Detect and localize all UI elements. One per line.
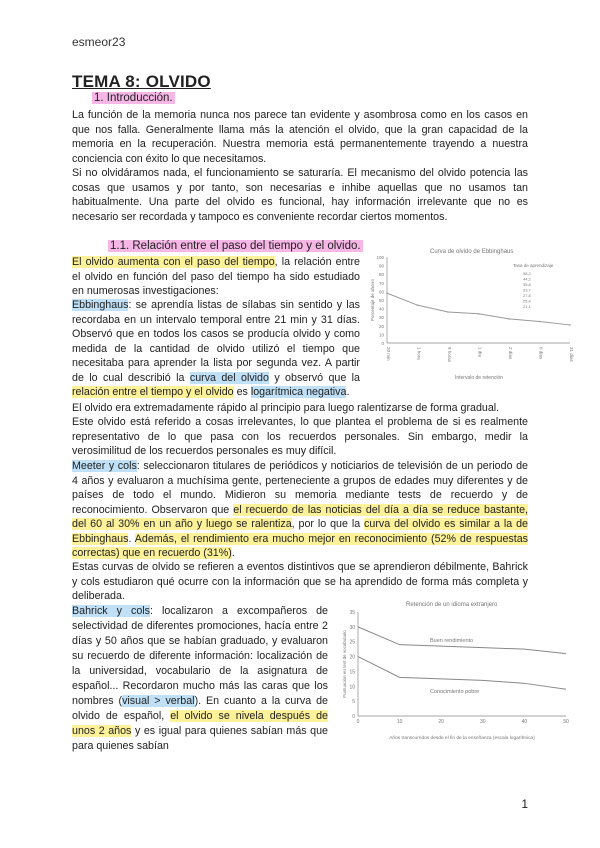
data-point (386, 292, 388, 294)
legend-item: 27,8 (523, 293, 531, 298)
page-number: 1 (521, 797, 528, 811)
x-tick-label: 2 días (508, 347, 513, 360)
x-tick-label: 10 (396, 719, 403, 725)
data-point (447, 311, 449, 313)
series-line (358, 657, 566, 690)
text: . (231, 547, 235, 559)
y-axis-label: Puntuación en test de vocabulario (342, 630, 347, 698)
page-header-author: esmeor23 (72, 35, 126, 49)
highlight: el recuerdo de las noticias del día a día se reduce bastante, del 60 al 30% en un año y luego se ralentiza (72, 503, 528, 530)
series-label: Buen rendimiento (430, 638, 474, 644)
y-tick-label: 10 (349, 684, 355, 691)
y-tick-label: 30 (349, 624, 355, 631)
x-tick-label: 40 (521, 719, 528, 725)
y-tick-label: 100 (376, 255, 384, 260)
text: . (128, 532, 135, 545)
text: : seleccionaron titulares de periódicos y noticiarios de televisión de un periodo de 4 años y evaluaron a muchísima gente, perteneciente a grupos de edades muy diferentes y de países de todo el mundo. Midieron su memoria mediante tests de recuerdo y de reconocimiento. Observaron que (72, 460, 528, 516)
highlight: El olvido aumenta con el paso del tiempo (72, 256, 275, 268)
legend-item: 33,7 (523, 287, 531, 293)
legend-item: 44,2 (523, 276, 531, 282)
legend-item: 21,1 (523, 304, 531, 309)
y-tick-label: 10 (378, 332, 384, 338)
y-tick-label: 20 (378, 323, 384, 329)
y-axis-label: Porcentaje de ahorro (370, 278, 375, 322)
x-tick-label: 0 (356, 719, 360, 725)
y-tick-label: 30 (378, 315, 384, 321)
page-title: TEMA 8: OLVIDO (72, 72, 211, 91)
x-tick-label: 30 (480, 719, 486, 725)
highlight: el olvido se nivela después de unos 2 años (72, 710, 328, 737)
text: es (233, 386, 251, 398)
x-axis-label: Intervalo de retención (454, 375, 504, 381)
author-label: Meeter y cols (72, 460, 137, 472)
legend-item: 58,2 (523, 271, 531, 276)
author-label: Ebbinghaus (72, 299, 129, 311)
y-tick-label: 90 (378, 263, 384, 269)
y-tick-label: 20 (349, 654, 355, 661)
section-heading-tiempo-olvido: 1.1. Relación entre el paso del tiempo y el olvido. (110, 240, 361, 252)
y-tick-label: 60 (378, 289, 384, 295)
text: . (346, 386, 350, 398)
y-tick-label: 5 (352, 699, 355, 706)
x-axis-label: Años transcurridos desde el fin de la enseñanza (escala logarítmica) (389, 736, 535, 741)
meeter-paragraph (72, 459, 528, 561)
highlight: curva del olvido es similar a la de Ebbinghaus (72, 518, 528, 545)
ebbinghaus-forgetting-curve-chart (365, 245, 580, 383)
chart-title: Retención de un idioma extranjero (406, 602, 498, 608)
x-tick-label: 20 (438, 719, 444, 725)
curvas-olvido-paragraph: Estas curvas de olvido se refieren a eventos distintivos que se aprendieron débilmente, Bahrick y cols estudiaron qué ocurre con la información que se ha aprendido de forma más completa y deliberada. (72, 561, 528, 602)
highlight: logarítmica negativa (250, 386, 347, 398)
y-tick-label: 15 (349, 669, 355, 676)
x-tick-label: 31 días (569, 347, 574, 362)
y-tick-label: 70 (378, 280, 384, 286)
y-tick-label: 80 (378, 272, 384, 278)
data-point (569, 324, 571, 326)
olvido-tiempo-paragraph (72, 255, 360, 299)
text: , por lo que la (291, 518, 365, 530)
x-tick-label: 1 día (477, 347, 483, 358)
highlight: Además, el rendimiento era mucho mejor en reconocimiento (52% de respuestas correctas) que en recuerdo (31%) (72, 532, 528, 559)
x-tick-label: 50 (563, 719, 569, 725)
y-tick-label: 35 (349, 610, 355, 616)
x-tick-label: 1 hora (416, 347, 422, 360)
legend-item: 35,8 (523, 282, 531, 287)
data-point (417, 304, 419, 306)
x-tick-label: 6 días (538, 347, 544, 360)
author-label: Bahrick y cols (72, 605, 150, 617)
x-tick-label: 20 min (386, 347, 391, 361)
highlight: relación entre el tiempo y el olvido (72, 386, 234, 398)
language-retention-chart (334, 598, 574, 743)
intro-paragraph-2: Si no olvidáramos nada, el funcionamiento se saturaría. El mecanismo del olvido potencia las cosas que usamos y por tanto, son necesarias e inhibe aquellas que no usamos tan habitualmente. Una parte del olvido es funcional, hay información irrelevante que no es necesario ser recordada y tampoco es conveniente recordar ciertos momentos. (72, 167, 528, 223)
text: : se aprendía listas de sílabas sin sentido y las recordaba en un intervalo temporal entre 21 min y 31 días. Observó que en todos los casos se producía olvido y como medida de la cantidad de olvido utilizó el tiempo que necesitaba para aprender la lista por segunda vez. A partir de lo cual describió la (72, 299, 360, 384)
text: : localizaron a excompañeros de selectividad de diferentes promociones, hacía entre 2 días y 50 años que se habían graduado, y evaluaron su recuerdo de diferente información: localización de la universidad, vocabulario de la asignatura de español... Recordaron mucho más las caras que los nombres ( (72, 605, 328, 707)
section-heading-introduccion: 1. Introducción. (94, 92, 173, 104)
y-tick-label: 50 (378, 298, 384, 303)
text: y observó que la (268, 371, 360, 384)
olvido-rapido-paragraph: El olvido era extremadamente rápido al principio para luego ralentizarse de forma gradual. (72, 402, 500, 414)
y-tick-label: 25 (349, 639, 355, 646)
data-point (508, 318, 510, 320)
y-tick-label: 0 (352, 714, 355, 720)
data-point (478, 313, 480, 315)
recuerdos-personales-paragraph: Este olvido está referido a cosas irrelevantes, lo que plantea el problema de si es realmente representativo de lo que pasa con los recuerdos personales. Sin embargo, medir la verosimilitud de los recuerdos personales es muy difícil. (72, 416, 528, 457)
legend-item: 25,4 (523, 298, 531, 304)
ebbinghaus-paragraph (72, 298, 360, 400)
series-line (387, 293, 570, 325)
series-label: Conocimiento pobre (430, 689, 480, 695)
text: ). En cuanto a la curva de olvido de español, (72, 695, 328, 722)
x-tick-label: 9 horas (447, 347, 452, 363)
text: y es igual para quienes sabían más que para quienes sabían (72, 725, 328, 752)
chart-title: Curva de olvido de Ebbinghaus (430, 249, 514, 255)
y-tick-label: 0 (381, 341, 384, 346)
bahrick-paragraph (72, 604, 328, 754)
highlight: curva del olvido (189, 371, 269, 384)
text: , la relación entre el olvido en función del paso del tiempo ha sido estudiado en numerosas investigaciones: (72, 256, 360, 297)
legend-title: Tasa de aprendizaje (513, 263, 554, 268)
highlight: visual > verbal (122, 695, 195, 707)
data-point (539, 321, 541, 323)
y-tick-label: 40 (378, 306, 384, 312)
intro-paragraph-1: La función de la memoria nunca nos parece tan evidente y asombrosa como en los casos en que nos falla. Generalmente llama más la atención el olvido, que la gran capacidad de la memoria en la recuperación. Nuestra memoria está permanentemente trayendo a nuestra conciencia con éxito lo que necesitamos. (72, 109, 528, 165)
